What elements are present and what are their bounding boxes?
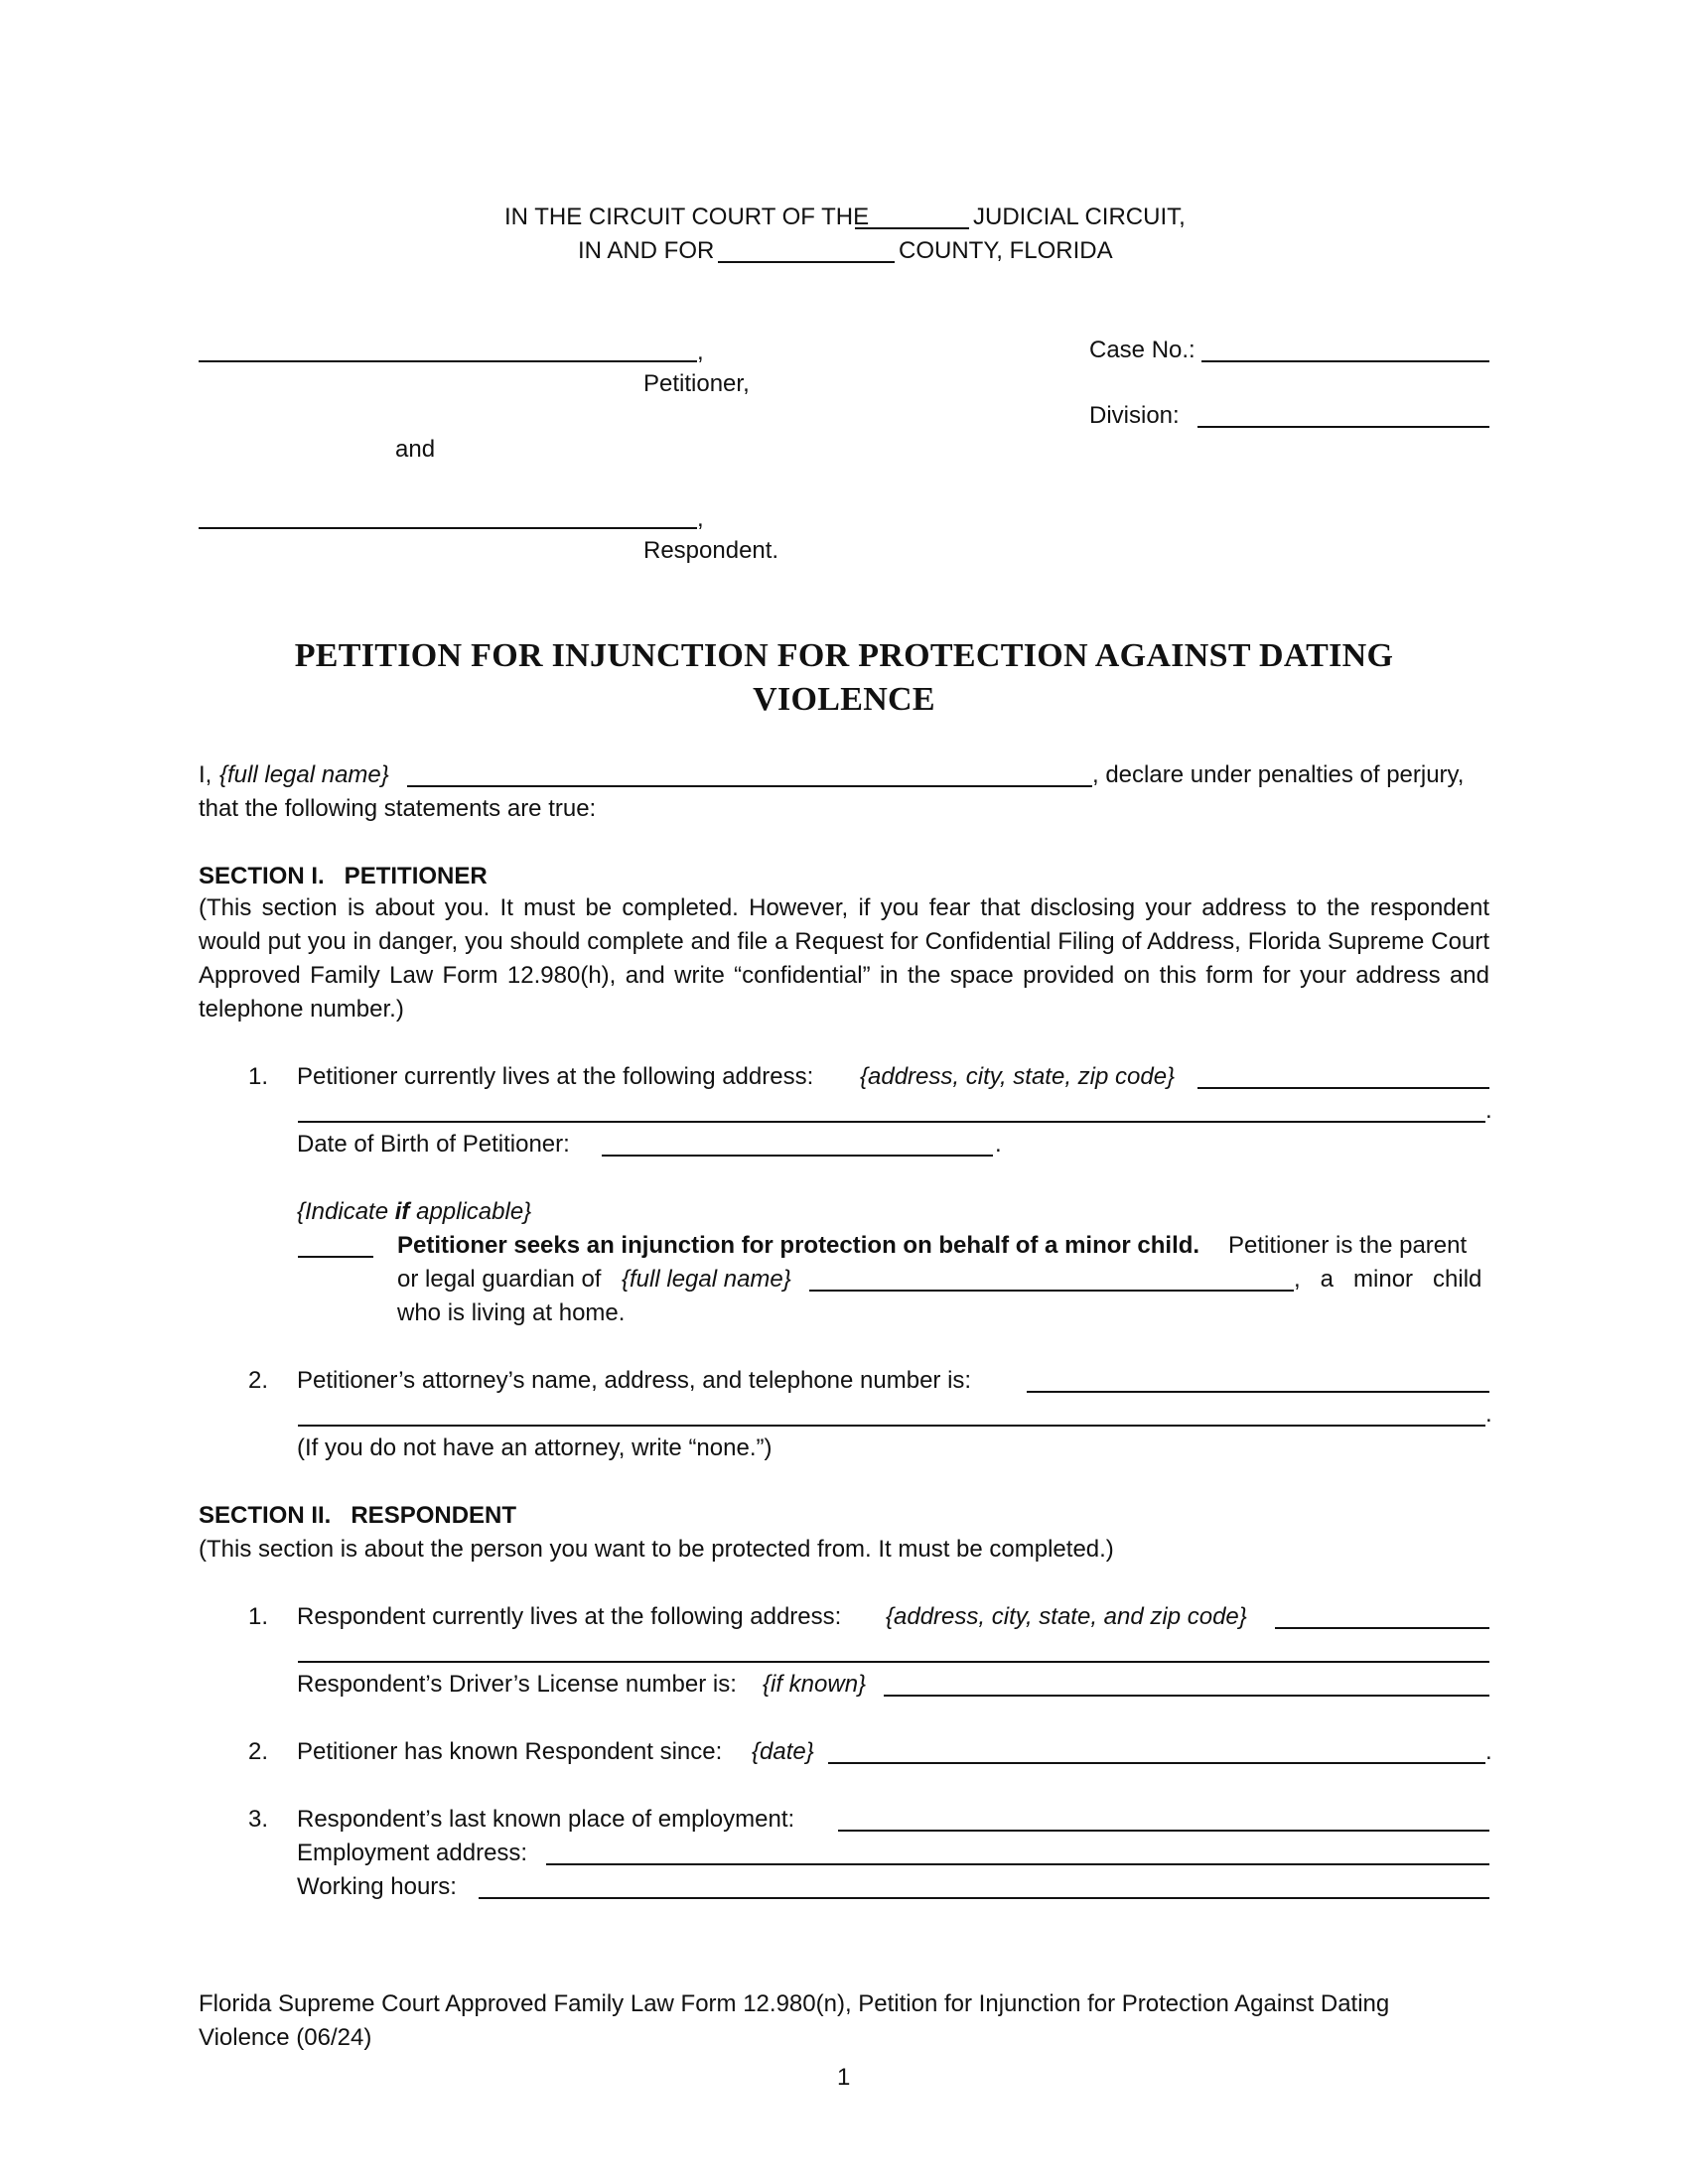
- attorney-note: (If you do not have an attorney, write “none.”): [297, 1434, 773, 1461]
- respondent-comma: ,: [697, 505, 704, 532]
- division-label: Division:: [1089, 402, 1180, 429]
- page-number: 1: [837, 2064, 851, 2091]
- respondent-label: Respondent.: [643, 537, 779, 564]
- footer-line-2: Violence (06/24): [199, 2024, 372, 2051]
- s1-item-2-number: 2.: [248, 1367, 269, 1394]
- court-line-2-prefix: IN AND FOR: [578, 237, 715, 264]
- petitioner-address-blank-2[interactable]: [298, 1121, 1485, 1123]
- minor-child-checkbox-blank[interactable]: [298, 1256, 373, 1258]
- section-1-heading: SECTION I. PETITIONER: [199, 863, 488, 889]
- s1-item-1-number: 1.: [248, 1063, 269, 1090]
- declaration-line-2: that the following statements are true:: [199, 795, 597, 822]
- s2-item-3-number: 3.: [248, 1806, 269, 1833]
- declaration-prefix: I,: [199, 761, 212, 788]
- s1-item-2-text: Petitioner’s attorney’s name, address, and telephone number is:: [297, 1367, 972, 1394]
- employment-address-label: Employment address:: [297, 1840, 528, 1866]
- full-legal-name-blank[interactable]: [407, 785, 1092, 787]
- attorney-info-blank-2[interactable]: [298, 1425, 1485, 1427]
- indicate-applicable: {Indicate if applicable}: [297, 1198, 532, 1225]
- living-at-home: who is living at home.: [397, 1299, 626, 1326]
- petitioner-address-blank-1[interactable]: [1197, 1087, 1489, 1089]
- declaration-name-hint: {full legal name}: [219, 761, 389, 788]
- dob-period: .: [995, 1131, 1002, 1158]
- address-period: .: [1485, 1097, 1492, 1124]
- s2-item-3-text: Respondent’s last known place of employment:: [297, 1806, 795, 1833]
- respondent-address-blank-1[interactable]: [1275, 1627, 1489, 1629]
- court-line-1-prefix: IN THE CIRCUIT COURT OF THE: [504, 204, 870, 230]
- employment-address-blank[interactable]: [546, 1863, 1489, 1865]
- footer-line-1: Florida Supreme Court Approved Family Law Form 12.980(n), Petition for Injunction for Protection Against Dating: [199, 1990, 1390, 2017]
- employment-place-blank[interactable]: [838, 1830, 1489, 1832]
- s2-item-2-number: 2.: [248, 1738, 269, 1765]
- section-2-intro: (This section is about the person you want to be protected from. It must be completed.): [199, 1536, 1114, 1563]
- county-blank[interactable]: [718, 261, 895, 263]
- known-since-period: .: [1485, 1738, 1492, 1765]
- declaration-suffix: , declare under penalties of perjury,: [1092, 761, 1465, 788]
- guardian-of-label: or legal guardian of: [397, 1266, 602, 1293]
- court-line-2-suffix: COUNTY, FLORIDA: [899, 237, 1113, 264]
- minor-child-statement: Petitioner seeks an injunction for protection on behalf of a minor child.: [397, 1232, 1200, 1259]
- s2-item-1-number: 1.: [248, 1603, 269, 1630]
- attorney-period: .: [1485, 1401, 1492, 1428]
- drivers-license-label: Respondent’s Driver’s License number is:: [297, 1671, 737, 1698]
- respondent-name-blank[interactable]: [199, 527, 697, 529]
- working-hours-label: Working hours:: [297, 1873, 457, 1900]
- case-no-blank[interactable]: [1201, 360, 1489, 362]
- s1-item-1-text: Petitioner currently lives at the following address:: [297, 1063, 814, 1090]
- s1-item-1-hint: {address, city, state, zip code}: [860, 1063, 1176, 1090]
- and-label: and: [395, 436, 436, 463]
- petitioner-comma: ,: [697, 339, 704, 365]
- s2-item-2-text: Petitioner has known Respondent since:: [297, 1738, 723, 1765]
- form-title-line-1: PETITION FOR INJUNCTION FOR PROTECTION AGAINST DATING: [294, 637, 1394, 674]
- judicial-circuit-blank[interactable]: [855, 227, 969, 229]
- minor-child-name-blank[interactable]: [809, 1290, 1294, 1292]
- dob-label: Date of Birth of Petitioner:: [297, 1131, 570, 1158]
- attorney-info-blank-1[interactable]: [1027, 1391, 1489, 1393]
- petitioner-label: Petitioner,: [643, 370, 750, 397]
- s2-item-1-text: Respondent currently lives at the following address:: [297, 1603, 842, 1630]
- working-hours-blank[interactable]: [479, 1897, 1489, 1899]
- dob-blank[interactable]: [602, 1155, 993, 1157]
- section-1-intro: (This section is about you. It must be completed. However, if you fear that disclosing your address to the respondent would put you in danger, you should complete and file a Request for Confidential Filing of Address, Florida Supreme Court Approved Family Law Form 12.980(h), and write “confidential” in the space provided on this form for your address and telephone number.): [199, 894, 1489, 1023]
- form-title-line-2: VIOLENCE: [753, 681, 935, 718]
- respondent-address-blank-2[interactable]: [298, 1661, 1489, 1663]
- court-line-1-suffix: JUDICIAL CIRCUIT,: [973, 204, 1186, 230]
- minor-name-hint: {full legal name}: [622, 1266, 791, 1293]
- drivers-license-hint: {if known}: [763, 1671, 867, 1698]
- s2-item-1-hint: {address, city, state, and zip code}: [886, 1603, 1247, 1630]
- s2-item-2-hint: {date}: [752, 1738, 814, 1765]
- known-since-blank[interactable]: [828, 1762, 1485, 1764]
- division-blank[interactable]: [1197, 426, 1489, 428]
- drivers-license-blank[interactable]: [884, 1695, 1489, 1697]
- section-2-heading: SECTION II. RESPONDENT: [199, 1502, 517, 1529]
- minor-child-label: , a minor child: [1294, 1266, 1482, 1293]
- petitioner-name-blank[interactable]: [199, 360, 697, 362]
- case-no-label: Case No.:: [1089, 337, 1196, 363]
- minor-child-statement-rest: Petitioner is the parent: [1228, 1232, 1468, 1259]
